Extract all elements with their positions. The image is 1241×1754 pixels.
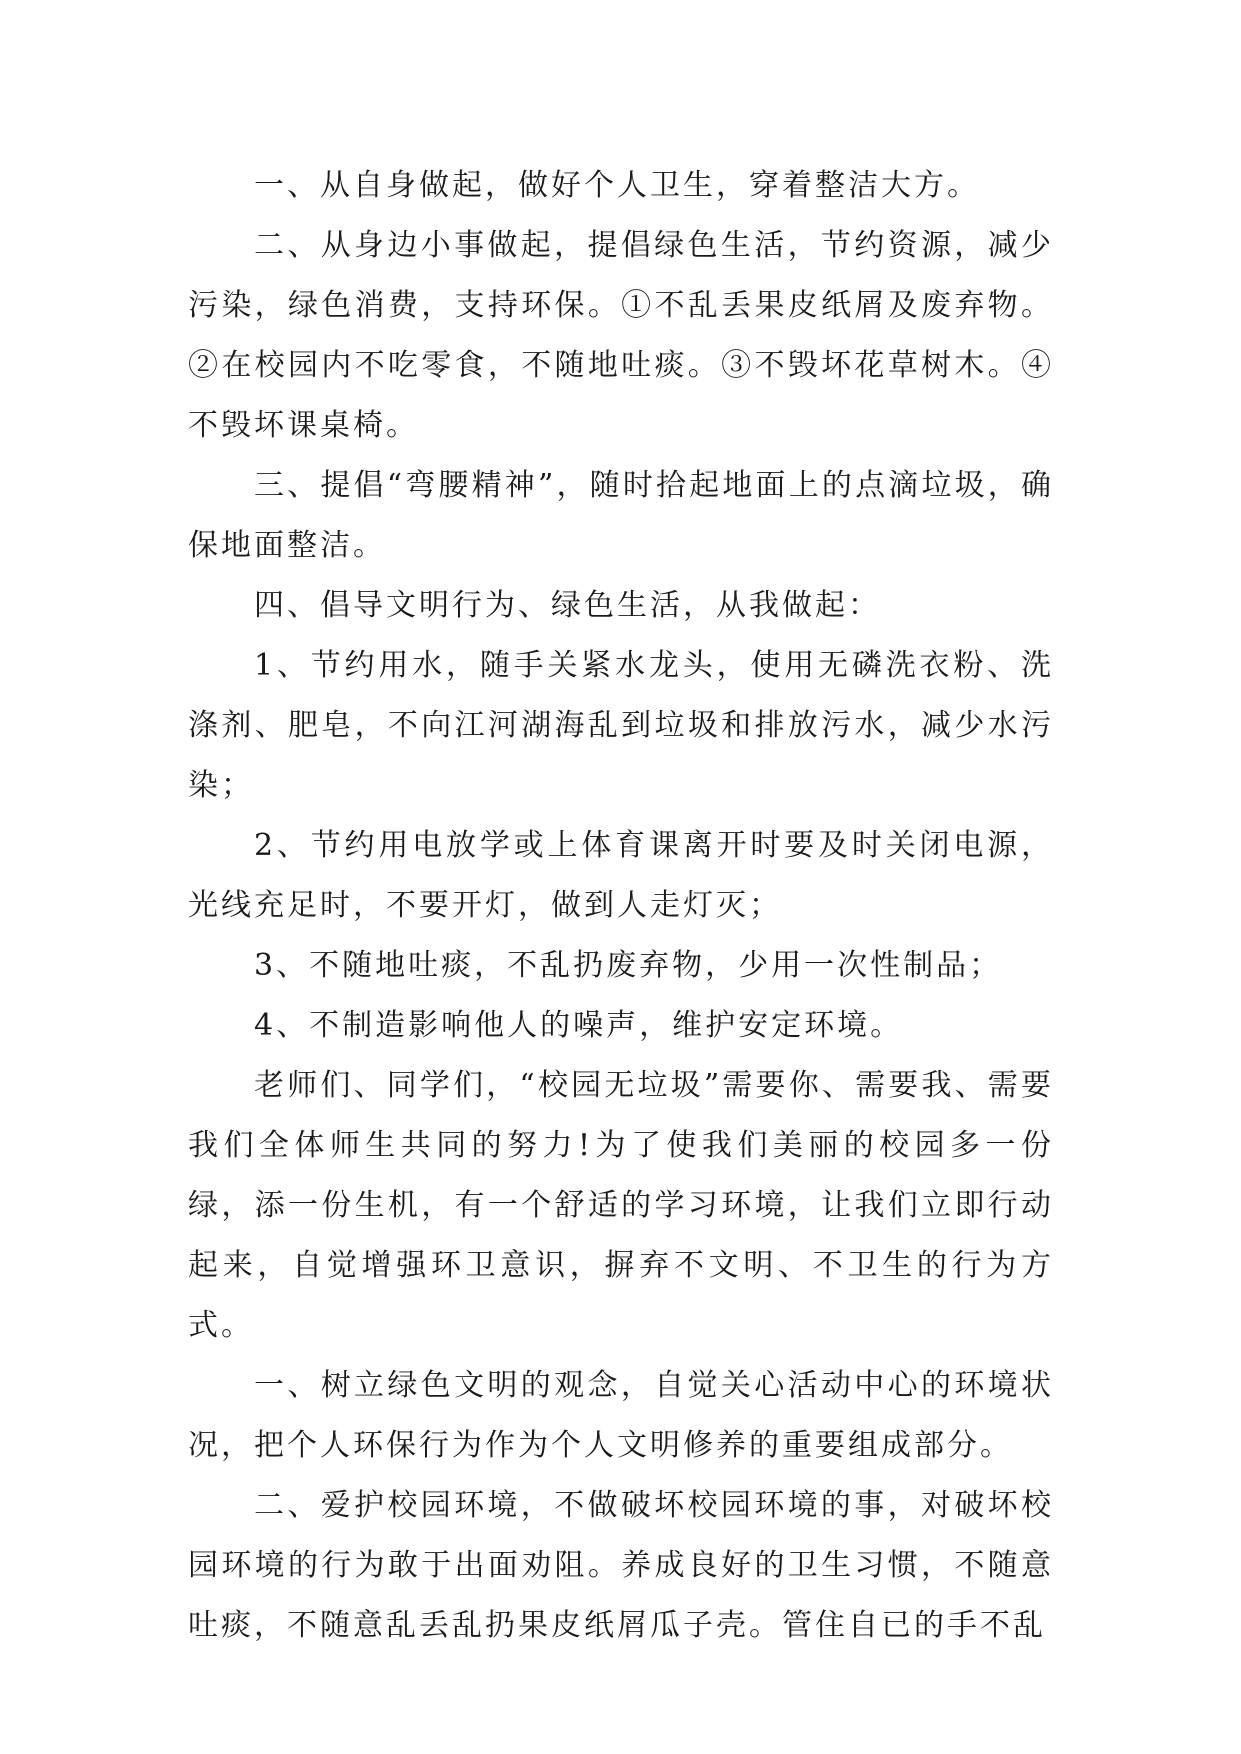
paragraph-1: 一、从自身做起，做好个人卫生，穿着整洁大方。	[254, 168, 980, 203]
paragraph-7: 3、不随地吐痰，不乱扔废弃物，少用一次性制品；	[254, 948, 1003, 983]
paragraph-11: 二、爱护校园环境，不做破坏校园环境的事，对破坏校园环境的行为敢于出面劝阻。养成良好的卫生习惯，不随意吐痰，不随意乱丢乱扔果皮纸屑瓜子壳。管住自已的手不乱	[188, 1488, 1054, 1643]
paragraph-5: 1、节约用水，随手关紧水龙头，使用无磷洗衣粉、洗涤剂、肥皂，不向江河湖海乱到垃圾和排放污水，减少水污染；	[188, 648, 1054, 803]
paragraph-3: 三、提倡“弯腰精神”，随时拾起地面上的点滴垃圾，确保地面整洁。	[188, 468, 1054, 563]
paragraph-9: 老师们、同学们，“校园无垃圾”需要你、需要我、需要我们全体师生共同的努力!为了使我们美丽的校园多一份绿，添一份生机，有一个舒适的学习环境，让我们立即行动起来，自觉增强环卫意识，摒弃不文明、不卫生的行为方式。	[188, 1068, 1054, 1343]
document-body	[188, 156, 1054, 1656]
paragraph-10: 一、树立绿色文明的观念，自觉关心活动中心的环境状况，把个人环保行为作为个人文明修养的重要组成部分。	[188, 1368, 1054, 1463]
paragraph-4: 四、倡导文明行为、绿色生活，从我做起：	[254, 588, 881, 623]
paragraph-6: 2、节约用电放学或上体育课离开时要及时关闭电源，光线充足时，不要开灯，做到人走灯灭；	[188, 828, 1054, 923]
paragraph-8: 4、不制造影响他人的噪声，维护安定环境。	[254, 1008, 904, 1043]
paragraph-2: 二、从身边小事做起，提倡绿色生活，节约资源，减少污染，绿色消费，支持环保。①不乱丢果皮纸屑及废弃物。②在校园内不吃零食，不随地吐痰。③不毁坏花草树木。④不毁坏课桌椅。	[188, 228, 1054, 443]
